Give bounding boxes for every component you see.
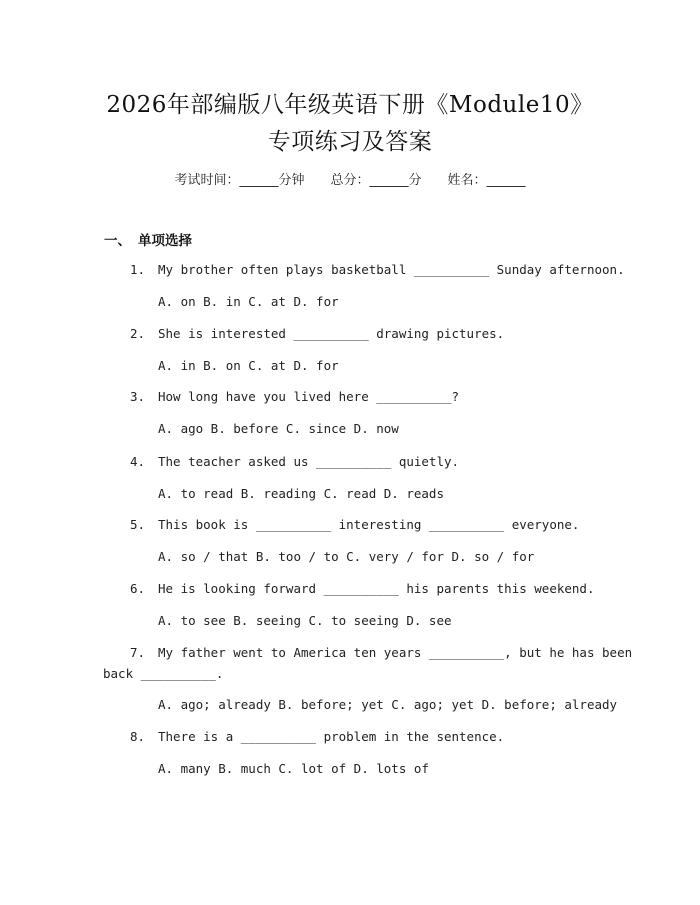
question-number: 5.	[130, 517, 146, 532]
question-text: The teacher asked us __________ quietly.	[158, 454, 460, 469]
question-number: 6.	[130, 581, 146, 596]
question-options: A. many B. much C. lot of D. lots of	[158, 761, 429, 776]
question-options: A. ago; already B. before; yet C. ago; yet D. before; already	[158, 697, 618, 712]
question-number: 3.	[130, 389, 146, 404]
question-options: A. in B. on C. at D. for	[158, 358, 339, 373]
question-text: There is a __________ problem in the sentence.	[158, 729, 505, 744]
question-options: A. to read B. reading C. read D. reads	[158, 486, 444, 501]
question-options: A. to see B. seeing C. to seeing D. see	[158, 613, 452, 628]
document-title-line-1: 2026年部编版八年级英语下册《Module10》	[106, 92, 594, 118]
exam-info	[0, 169, 700, 188]
question-text: She is interested __________ drawing pictures.	[158, 326, 505, 341]
question-text: He is looking forward __________ his parents this weekend.	[158, 581, 595, 596]
question-text-continuation: back __________.	[103, 666, 224, 681]
section-heading	[104, 229, 192, 249]
question-text: How long have you lived here __________?	[158, 389, 460, 404]
question-number: 2.	[130, 326, 146, 341]
section-title: 单项选择	[138, 233, 192, 249]
question-number: 7.	[130, 645, 146, 660]
question-text: This book is __________ interesting __________ everyone.	[158, 517, 580, 532]
question-options: A. ago B. before C. since D. now	[158, 421, 399, 436]
exam-time-field: 考试时间：______分钟	[174, 173, 305, 188]
exam-score-field: 总分：______分	[330, 173, 422, 188]
question-options: A. so / that B. too / to C. very / for D. so / for	[158, 549, 535, 564]
question-text: My father went to America ten years __________, but he has been	[158, 645, 633, 660]
question-options: A. on B. in C. at D. for	[158, 294, 339, 309]
question-number: 4.	[130, 454, 146, 469]
exam-name-field: 姓名：______	[447, 173, 526, 188]
question-number: 8.	[130, 729, 146, 744]
question-number: 1.	[130, 262, 146, 277]
section-number: 一、	[104, 233, 131, 249]
question-text: My brother often plays basketball __________ Sunday afternoon.	[158, 262, 625, 277]
document-title-line-2: 专项练习及答案	[267, 129, 433, 155]
